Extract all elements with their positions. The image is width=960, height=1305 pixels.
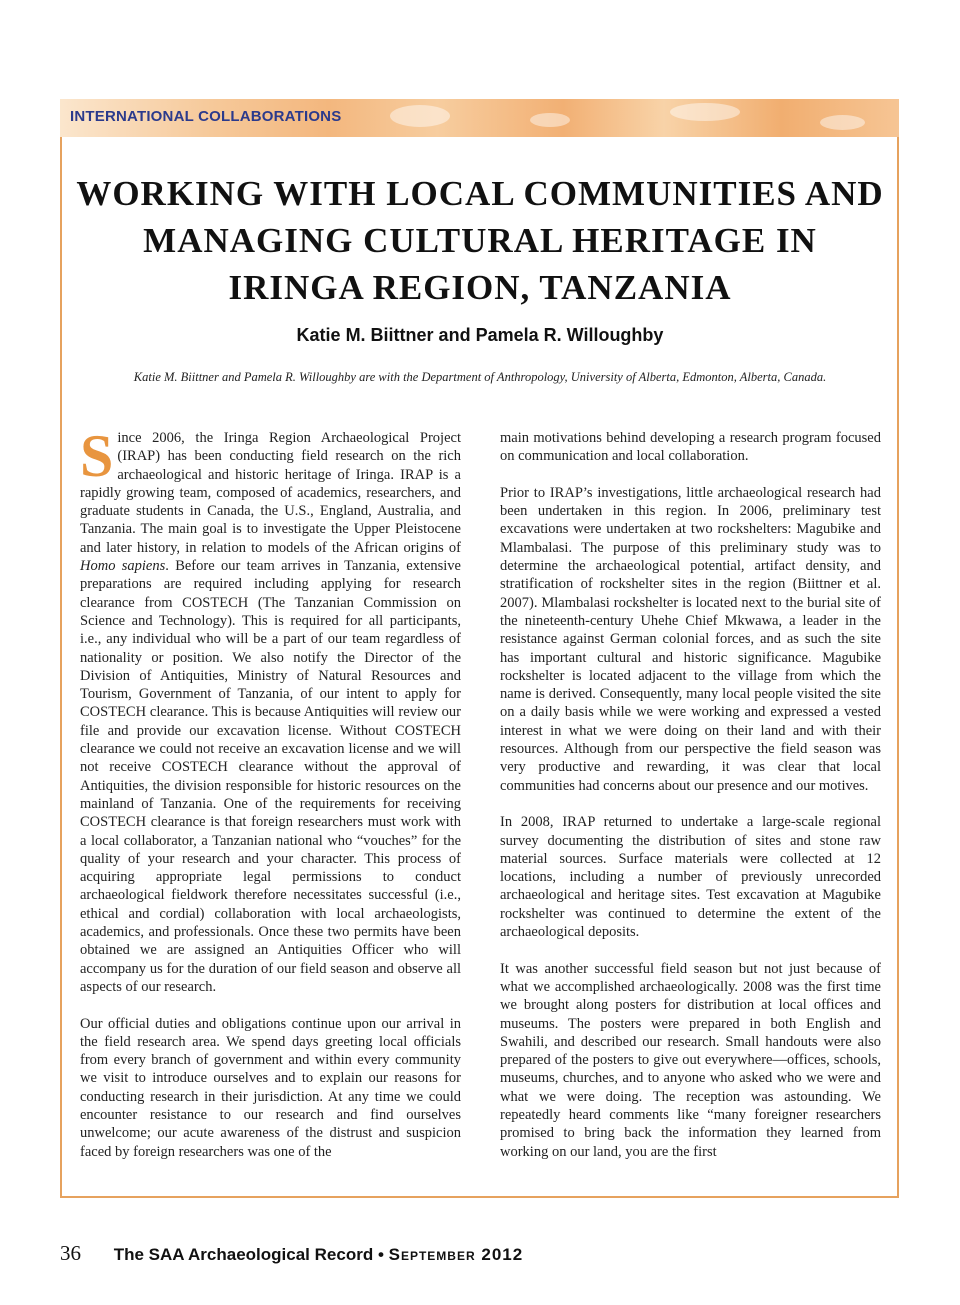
- page-footer: [60, 1241, 899, 1266]
- right-column: [500, 429, 881, 1179]
- footer-separator: •: [377, 1245, 384, 1264]
- paragraph: main motivations behind developing a research program focused on communication and local collaboration.: [500, 430, 881, 465]
- section-banner: [60, 99, 899, 137]
- journal-name: The SAA Archaeological Record: [113, 1245, 374, 1264]
- paragraph: Since 2006, the Iringa Region Archaeological Project (IRAP) has been conducting field research on the rich archaeological and historic heritage of Iringa. IRAP is a rapidly growing team, composed of academics, researchers, and graduate students in Canada, the U.S., England, Australia, and Tanzania. The main goal is to investigate the Upper Pleistocene and later history, in relation to models of the African origins of Homo sapiens. Before our team arrives in Tanzania, extensive preparations are required including applying for research clearance from COSTECH (The Tanzanian Commission on Science and Technology). This is required for all participants, i.e., any individual who will be a part of our team regardless of nationality or position. We also notify the Director of the Division of Antiquities, Ministry of Natural Resources and Tourism, Government of Tanzania, of our intent to apply for COSTECH clearance. This is because Antiquities will review our file and provide our excavation license. Without COSTECH clearance we could not receive an excavation license and we will not receive COSTECH clearance without the approval of Antiquities, the division responsible for historic resources on the mainland of Tanzania. One of the requirements for receiving COSTECH clearance is that foreign researchers must work with a local collaborator, a Tanzanian national who “vouches” for the quality of your research and your character. This process of acquiring appropriate legal permissions to conduct archaeological fieldwork therefore necessitates successful (i.e., ethical and cordial) collaboration with local archaeologists, academics, and professionals. Once these two permits have been obtained we are assigned an Antiquities Officer who will accompany us for the duration of our field season and observe all aspects of our research.: [80, 423, 461, 995]
- paragraph: It was another successful field season but not just because of what we accomplished archaeologically. 2008 was the first time we brought along posters for distribution at local offices and museums. The posters were prepared in both English and Swahili, and described our research. Small handouts were also prepared of the posters to give out everywhere—offices, schools, museums, churches, and to anyone who asked who we were and what we were doing. The reception was astounding. We repeatedly heard comments like “many foreigner researchers promised to bring back the information they learned from working on our land, you are the first: [500, 960, 881, 1160]
- drop-cap: S: [80, 423, 114, 489]
- article-title: WORKING WITH LOCAL COMMUNITIES AND MANAGING CULTURAL HERITAGE IN IRINGA REGION, TANZANIA: [76, 174, 884, 307]
- species-name: Homo sapiens: [80, 558, 166, 575]
- article-authors: Katie M. Biittner and Pamela R. Willoughby: [296, 325, 664, 345]
- paragraph: Our official duties and obligations continue upon our arrival in the field research area. We spend days greeting local officials from every branch of government and within every community we visit to introduce ourselves and to explain our reasons for conducting research in their jurisdiction. At any time we could encounter resistance to our research and find ourselves unwelcome; our acute awareness of the distrust and suspicion faced by foreign researchers was one of the: [80, 1015, 461, 1160]
- issue-date: September 2012: [388, 1245, 524, 1264]
- section-label: INTERNATIONAL COLLABORATIONS: [70, 108, 342, 125]
- left-column: [80, 423, 461, 1179]
- page-number: 36: [60, 1241, 81, 1265]
- paragraph: In 2008, IRAP returned to undertake a large-scale regional survey documenting the distribution of sites and stone raw material sources. Surface materials were collected at 12 locations, including a number of previously unrecorded archaeological and heritage sites. Test excavation at Magubike rockshelter was continued to determine the extent of the archaeological deposits.: [500, 814, 881, 941]
- paragraph: Prior to IRAP’s investigations, little archaeological research had been undertaken in this region. In 2006, preliminary test excavations were undertaken at two rockshelters: Magubike and Mlambalasi. The purpose of this preliminary study was to determine the archaeological potential, artifact density, and stratification of rockshelter sites in the region (Biittner et al. 2007). Mlambalasi rockshelter is located next to the burial site of the nineteenth-century Uhehe Chief Mkwawa, a leader in the resistance against German colonial forces, and as such the site has important cultural and historic significance. Magubike rockshelter is located adjacent to the village from which the name is derived. Consequently, many local people visited the site on a daily basis while we were working and expressed a vested interest in what we were doing on their land and with their resources. Although from our perspective the field season was very productive and rewarding, it was clear that local communities had concerns about our presence and our motives.: [500, 484, 881, 794]
- author-affiliation: Katie M. Biittner and Pamela R. Willoughby are with the Department of Anthropology, University of Alberta, Edmonton, Alberta, Canada.: [133, 370, 827, 384]
